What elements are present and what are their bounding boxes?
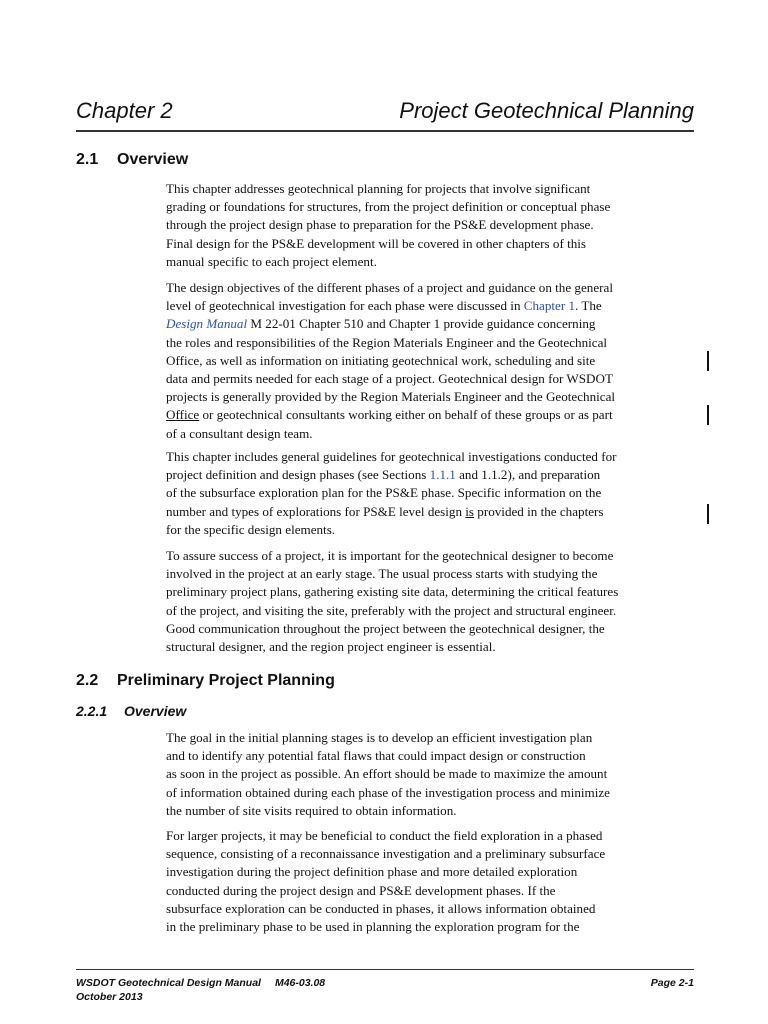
section-number: 2.2.1 (76, 703, 108, 719)
text-line: projects is generally provided by the Region Materials Engineer and the Geotechnical (166, 389, 616, 405)
text-line: To assure success of a project, it is important for the geotechnical designer to become (166, 548, 614, 563)
manual-number: M46-03.08 (274, 977, 326, 989)
section-title: Overview (124, 703, 187, 719)
footer-line-1 (76, 977, 694, 989)
chapter-label: Chapter 2 (76, 98, 173, 123)
manual-title: WSDOT Geotechnical Design Manual (76, 977, 261, 989)
revision-change-bar (707, 405, 709, 425)
text-line (166, 297, 696, 315)
text-line: as soon in the project as possible. An effort should be made to maximize the amount (166, 766, 608, 782)
text-line: sequence, consisting of a reconnaissance investigation and a preliminary subsurface (166, 846, 606, 862)
text-run: . The (575, 298, 602, 314)
text-line: of the project, and visiting the site, preferably with the project and structural engineer. (166, 602, 617, 618)
paragraph-6 (166, 827, 696, 936)
text-line (166, 503, 696, 521)
footer-rule (76, 969, 694, 970)
chapter-header (76, 96, 694, 132)
text-line: Final design for the PS&E development will be covered in other chapters of this (166, 235, 586, 251)
text-run: and 1.1.2), and preparation (455, 467, 601, 483)
text-line: for the specific design elements. (166, 521, 336, 537)
paragraph-5 (166, 729, 696, 820)
text-line: in the preliminary phase to be used in planning the exploration program for the (166, 919, 580, 935)
text-line: the roles and responsibilities of the Region Materials Engineer and the Geotechnical (166, 334, 608, 350)
paragraph-4 (166, 547, 696, 656)
underlined-text: Office (166, 407, 200, 423)
text-run: number and types of explorations for PS&E level design (166, 503, 466, 519)
text-line: through the project design phase to preparation for the PS&E development phase. (166, 217, 594, 233)
header-rule (76, 130, 694, 132)
chapter-title: Project Geotechnical Planning (399, 98, 694, 123)
section-title: Overview (117, 151, 189, 168)
publication-date: October 2013 (76, 991, 143, 1003)
text-line: of information obtained during each phase of the investigation process and minimize (166, 784, 610, 800)
text-line: Good communication throughout the project between the geotechnical designer, the (166, 620, 605, 636)
section-number: 2.2 (76, 672, 99, 689)
text-line: The design objectives of the different phases of a project and guidance on the general (166, 280, 613, 295)
section-heading-2-1 (76, 151, 694, 169)
text-line: of the subsurface exploration plan for the PS&E phase. Specific information on the (166, 485, 602, 501)
section-number: 2.1 (76, 151, 99, 168)
section-title: Preliminary Project Planning (117, 672, 335, 689)
paragraph-3 (166, 448, 696, 539)
text-line: This chapter addresses geotechnical planning for projects that involve significant (166, 181, 591, 196)
text-line: This chapter includes general guidelines for geotechnical investigations conducted for (166, 449, 617, 464)
text-run: provided in the chapters (474, 503, 604, 519)
text-line: preliminary project plans, gathering existing site data, determining the critical features (166, 584, 619, 600)
text-line: The goal in the initial planning stages is to develop an efficient investigation plan (166, 730, 593, 745)
section-heading-2-2 (76, 672, 694, 690)
text-run: or geotechnical consultants working either on behalf of these groups or as part (199, 407, 613, 423)
text-line: manual specific to each project element. (166, 253, 377, 269)
design-manual-link[interactable]: Design Manual (166, 316, 248, 332)
text-line: and to identify any potential fatal flaws that could impact design or construction (166, 748, 586, 764)
text-line: grading or foundations for structures, from the project definition or conceptual phase (166, 199, 611, 215)
text-line: investigation during the project definition phase and more detailed exploration (166, 864, 578, 880)
text-line: For larger projects, it may be beneficial to conduct the field exploration in a phased (166, 828, 603, 843)
section-1-1-1-link[interactable]: 1.1.1 (429, 467, 456, 483)
text-line (166, 466, 696, 484)
text-run: M 22-01 Chapter 510 and Chapter 1 provide guidance concerning (247, 316, 596, 332)
text-run: level of geotechnical investigation for each phase were discussed in (166, 298, 524, 314)
text-line: data and permits needed for each stage of a project. Geotechnical design for WSDOT (166, 371, 613, 387)
text-line (166, 315, 696, 333)
chapter-1-link[interactable]: Chapter 1 (523, 298, 576, 314)
text-line: conducted during the project design and PS&E development phases. If the (166, 882, 556, 898)
underlined-text: is (465, 503, 475, 519)
text-line: structural designer, and the region project engineer is essential. (166, 639, 496, 655)
text-line: the number of site visits required to obtain information. (166, 802, 457, 818)
page-number: Page 2-1 (650, 977, 694, 989)
paragraph-2 (166, 279, 696, 443)
footer-line-2 (76, 991, 694, 1003)
text-line: involved in the project at an early stage. The usual process starts with studying the (166, 566, 598, 582)
text-run: project definition and design phases (see Sections (166, 467, 430, 483)
section-heading-2-2-1 (76, 703, 694, 719)
text-line: of a consultant design team. (166, 425, 313, 441)
text-line: Office, as well as information on initiating geotechnical work, scheduling and site (166, 352, 596, 368)
text-line (166, 406, 696, 424)
paragraph-1 (166, 180, 696, 271)
revision-change-bar (707, 351, 709, 371)
text-line: subsurface exploration can be conducted in phases, it allows information obtained (166, 900, 596, 916)
revision-change-bar (707, 504, 709, 524)
